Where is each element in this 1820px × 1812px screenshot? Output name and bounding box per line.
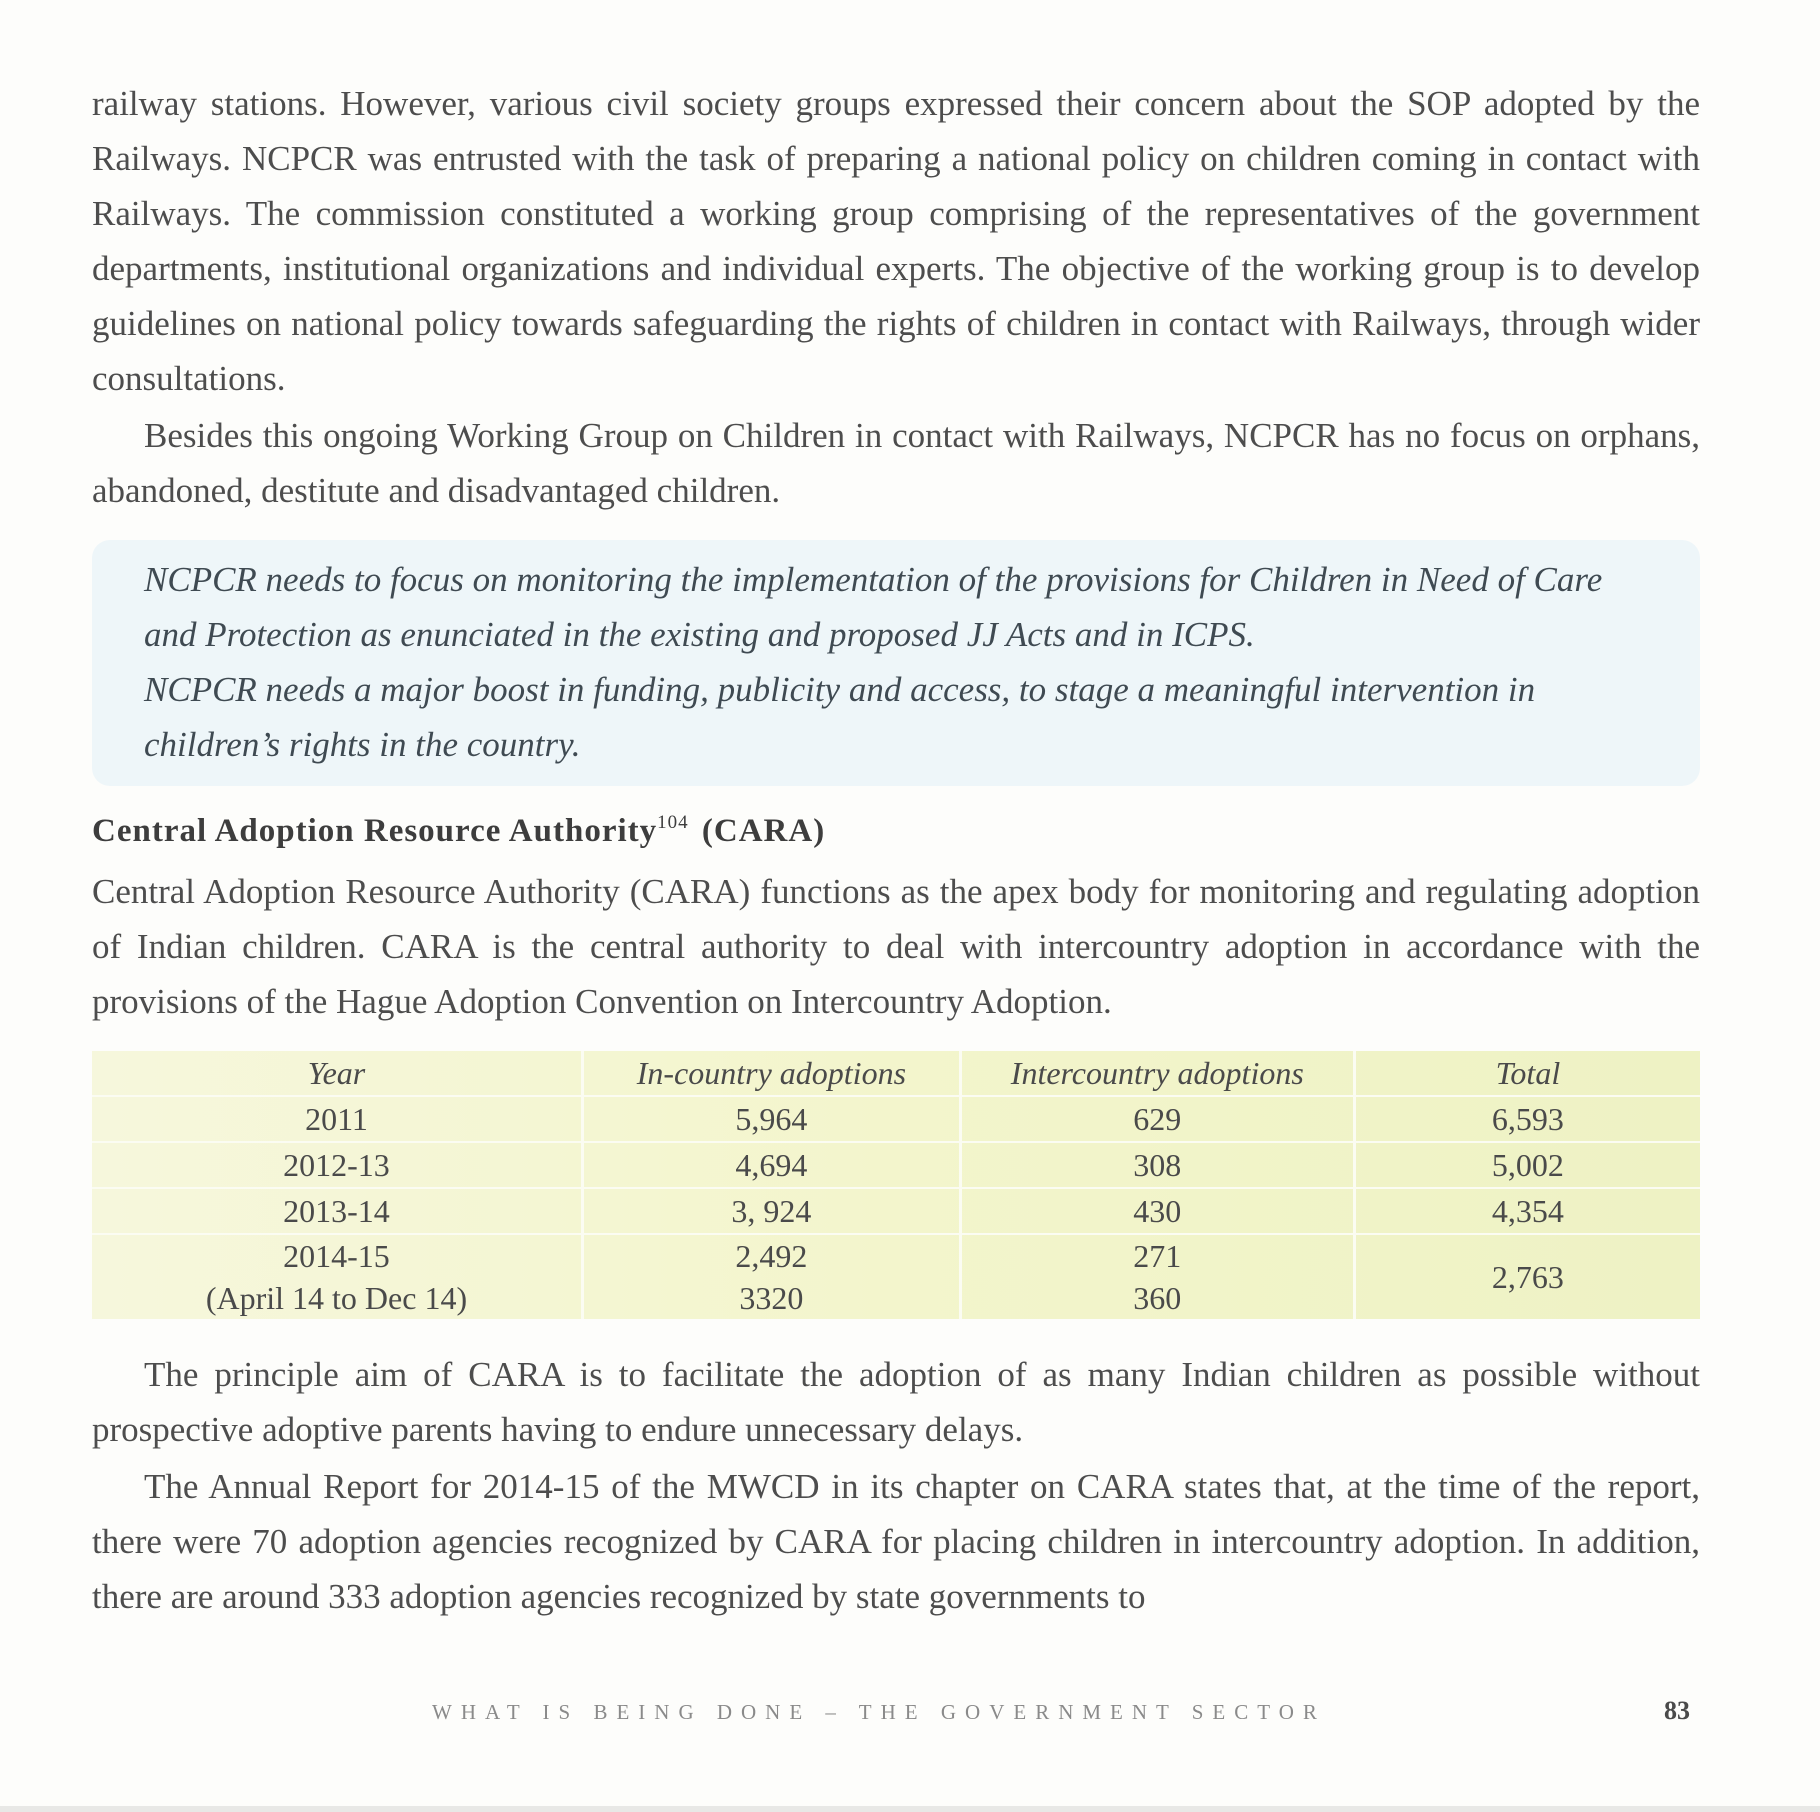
table-row [92,1234,1700,1319]
closing-paragraph-1: The principle aim of CARA is to facilitate the adoption of as many Indian children as possible without prospective adoptive parents having to endure unnecessary delays. [92,1355,1700,1449]
cell-intercountry: 629 [960,1096,1354,1142]
page-body [92,76,1700,1624]
cell-year [92,1234,582,1319]
callout-line-2: NCPCR needs a major boost in funding, publicity and access, to stage a meaningful intervention in children’s rights in the country. [144,670,1536,764]
table-row [92,1188,1700,1234]
cell-year: 2012-13 [92,1142,582,1188]
header-year: Year [92,1051,582,1096]
cell-total: 4,354 [1354,1188,1700,1234]
cell-year: 2011 [92,1096,582,1142]
cell-incountry [582,1234,960,1319]
cell-intercountry: 430 [960,1188,1354,1234]
cell-incountry: 3, 924 [582,1188,960,1234]
cell-intercountry: 308 [960,1142,1354,1188]
running-head: WHAT IS BEING DONE – THE GOVERNMENT SECTOR [432,1700,1326,1724]
intro-paragraph-2: Besides this ongoing Working Group on Children in contact with Railways, NCPCR has no focus on orphans, abandoned, destitute and disadvantaged children. [92,416,1700,510]
cell-total: 6,593 [1354,1096,1700,1142]
highlight-callout [92,540,1700,786]
section-heading-abbrev: (CARA) [701,813,826,849]
closing-paragraph-2: The Annual Report for 2014-15 of the MWCD in its chapter on CARA states that, at the time of the report, there were 70 adoption agencies recognized by CARA for placing children in intercountry adoption. In addition, there are around 333 adoption agencies recognized by state governments to [92,1467,1700,1616]
table-row [92,1096,1700,1142]
cell-incountry-line-2: 3320 [739,1280,804,1316]
table-header-row [92,1051,1700,1096]
cell-incountry: 5,964 [582,1096,960,1142]
cell-year-line-2: (April 14 to Dec 14) [205,1280,468,1316]
cell-incountry: 4,694 [582,1142,960,1188]
cell-year: 2013-14 [92,1188,582,1234]
footnote-marker: 104 [657,812,689,833]
page-edge-divider [0,1806,1820,1812]
section-heading-text: Central Adoption Resource Authority [92,813,658,849]
cell-intercountry-line-1: 271 [1133,1238,1182,1274]
page-number: 83 [1664,1696,1690,1725]
cell-incountry-line-1: 2,492 [735,1238,808,1274]
cell-total: 5,002 [1354,1142,1700,1188]
cara-paragraph: Central Adoption Resource Authority (CARA) functions as the apex body for monitoring and regulating adoption of Indian children. CARA is the central authority to deal with intercountry adoption in accordance with the provisions of the Hague Adoption Convention on Intercountry Adoption. [92,872,1700,1021]
callout-line-1: NCPCR needs to focus on monitoring the implementation of the provisions for Children in Need of Care and Protection as enunciated in the existing and proposed JJ Acts and in ICPS. [144,560,1603,654]
header-incountry: In-country adoptions [582,1051,960,1096]
intro-paragraph-1: railway stations. However, various civil society groups expressed their concern about the SOP adopted by the Railways. NCPCR was entrusted with the task of preparing a national policy on children coming in contact with Railways. The commission constituted a working group comprising of the representatives of the government departments, institutional organizations and individual experts. The objective of the working group is to develop guidelines on national policy towards safeguarding the rights of children in contact with Railways, through wider consultations. [92,84,1700,398]
cell-total: 2,763 [1491,1259,1564,1295]
cell-intercountry-line-2: 360 [1133,1280,1182,1316]
page-footer [92,1696,1700,1736]
section-heading [92,812,1700,850]
header-total: Total [1354,1051,1700,1096]
header-intercountry: Intercountry adoptions [960,1051,1354,1096]
adoption-table [92,1051,1700,1319]
cell-year-line-1: 2014-15 [283,1238,390,1274]
cell-intercountry [960,1234,1354,1319]
table-row [92,1142,1700,1188]
